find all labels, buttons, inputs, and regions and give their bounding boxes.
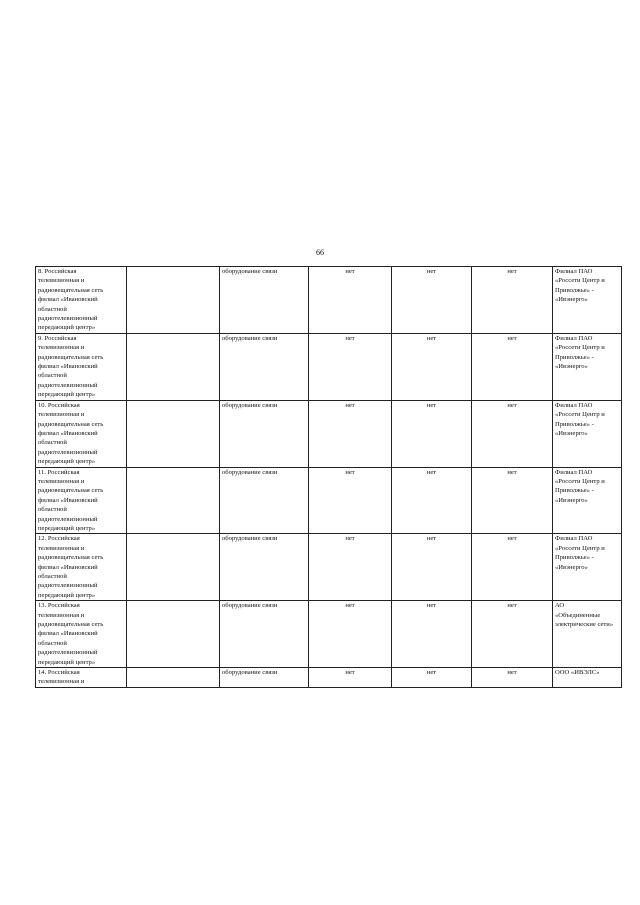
value-cell: нет (309, 467, 392, 534)
value-cell: нет (392, 267, 472, 334)
empty-cell (127, 400, 220, 467)
value-cell: нет (392, 668, 472, 688)
equipment-cell: оборудование связи (220, 267, 309, 334)
equipment-cell: оборудование связи (220, 601, 309, 668)
value-cell: нет (472, 601, 553, 668)
equipment-cell: оборудование связи (220, 534, 309, 601)
value-cell: нет (472, 668, 553, 688)
data-table (35, 266, 622, 688)
value-cell: нет (309, 601, 392, 668)
empty-cell (127, 267, 220, 334)
value-cell: нет (392, 333, 472, 400)
value-cell: нет (392, 601, 472, 668)
empty-cell (127, 601, 220, 668)
owner-cell: Филиал ПАО «Россети Центр и Приволжье» - «Ивэнерго» (553, 534, 622, 601)
owner-cell: Филиал ПАО «Россети Центр и Приволжье» - «Ивэнерго» (553, 467, 622, 534)
empty-cell (127, 534, 220, 601)
table-row (36, 601, 622, 668)
page-number: 66 (316, 248, 324, 257)
value-cell: нет (392, 400, 472, 467)
entity-cell: 11. Российская телевизионная и радиовещательная сеть филиал «Ивановский областной радиотелевизионный передающий центр» (36, 467, 127, 534)
owner-cell: Филиал ПАО «Россети Центр и Приволжье» - «Ивэнерго» (553, 267, 622, 334)
equipment-cell: оборудование связи (220, 400, 309, 467)
entity-cell: 8. Российская телевизионная и радиовещательная сеть филиал «Ивановский областной радиотелевизионный передающий центр» (36, 267, 127, 334)
table-row (36, 668, 622, 688)
value-cell: нет (472, 267, 553, 334)
owner-cell: АО «Объединенные электрические сети» (553, 601, 622, 668)
table-row (36, 400, 622, 467)
empty-cell (127, 333, 220, 400)
value-cell: нет (392, 534, 472, 601)
table-row (36, 333, 622, 400)
equipment-cell: оборудование связи (220, 668, 309, 688)
empty-cell (127, 668, 220, 688)
table-row (36, 467, 622, 534)
table-row (36, 267, 622, 334)
value-cell: нет (472, 333, 553, 400)
value-cell: нет (309, 400, 392, 467)
owner-cell: Филиал ПАО «Россети Центр и Приволжье» - «Ивэнерго» (553, 400, 622, 467)
value-cell: нет (309, 668, 392, 688)
value-cell: нет (392, 467, 472, 534)
entity-cell: 10. Российская телевизионная и радиовещательная сеть филиал «Ивановский областной радиотелевизионный передающий центр» (36, 400, 127, 467)
value-cell: нет (309, 534, 392, 601)
value-cell: нет (472, 400, 553, 467)
owner-cell: ООО «ИВЭЛС» (553, 668, 622, 688)
equipment-cell: оборудование связи (220, 333, 309, 400)
equipment-cell: оборудование связи (220, 467, 309, 534)
entity-cell: 9. Российская телевизионная и радиовещательная сеть филиал «Ивановский областной радиотелевизионный передающий центр» (36, 333, 127, 400)
entity-cell: 14. Российская телевизионная и (36, 668, 127, 688)
entity-cell: 12. Российская телевизионная и радиовещательная сеть филиал «Ивановский областной радиотелевизионный передающий центр» (36, 534, 127, 601)
value-cell: нет (472, 534, 553, 601)
value-cell: нет (472, 467, 553, 534)
empty-cell (127, 467, 220, 534)
value-cell: нет (309, 267, 392, 334)
owner-cell: Филиал ПАО «Россети Центр и Приволжье» - «Ивэнерго» (553, 333, 622, 400)
table-row (36, 534, 622, 601)
entity-cell: 13. Российская телевизионная и радиовещательная сеть филиал «Ивановский областной радиотелевизионный передающий центр» (36, 601, 127, 668)
value-cell: нет (309, 333, 392, 400)
